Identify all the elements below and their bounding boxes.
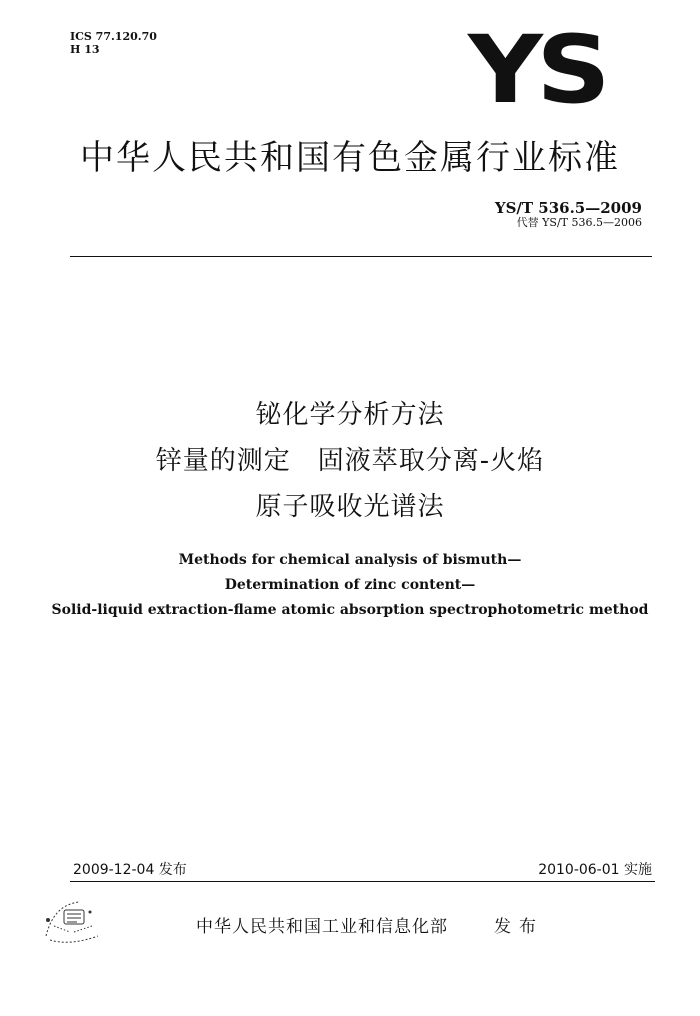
english-title-line: Determination of zinc content— [224,577,476,593]
chinese-title [50,392,650,530]
header-divider [70,256,652,257]
english-title [40,548,660,623]
english-title-line: Methods for chemical analysis of bismuth— [178,552,522,568]
english-title-line: Solid-liquid extraction-flame atomic absorption spectrophotometric method [51,602,649,618]
issue-date: 2009-12-04 发布 [73,862,187,878]
organization-title: 中华人民共和国有色金属行业标准 [80,138,620,178]
footer-divider [70,881,655,882]
standard-number: YS/T 536.5—2009 [494,199,642,217]
ccs-code: H 13 [70,43,100,56]
replaces-standard: 代替 YS/T 536.5—2006 [516,216,642,229]
chinese-title-line: 原子吸收光谱法 [255,492,445,522]
publisher-seal-icon [40,896,106,948]
classification-codes [70,30,157,56]
publish-label: 发布 [494,917,544,937]
chinese-title-line: 锌量的测定 固液萃取分离-火焰 [155,446,545,476]
chinese-title-line: 铋化学分析方法 [255,400,445,430]
issuing-authority: 中华人民共和国工业和信息化部 [196,917,448,937]
implementation-date: 2010-06-01 实施 [538,862,652,878]
ys-logo: YS [468,16,605,125]
ics-code: ICS 77.120.70 [70,30,157,43]
